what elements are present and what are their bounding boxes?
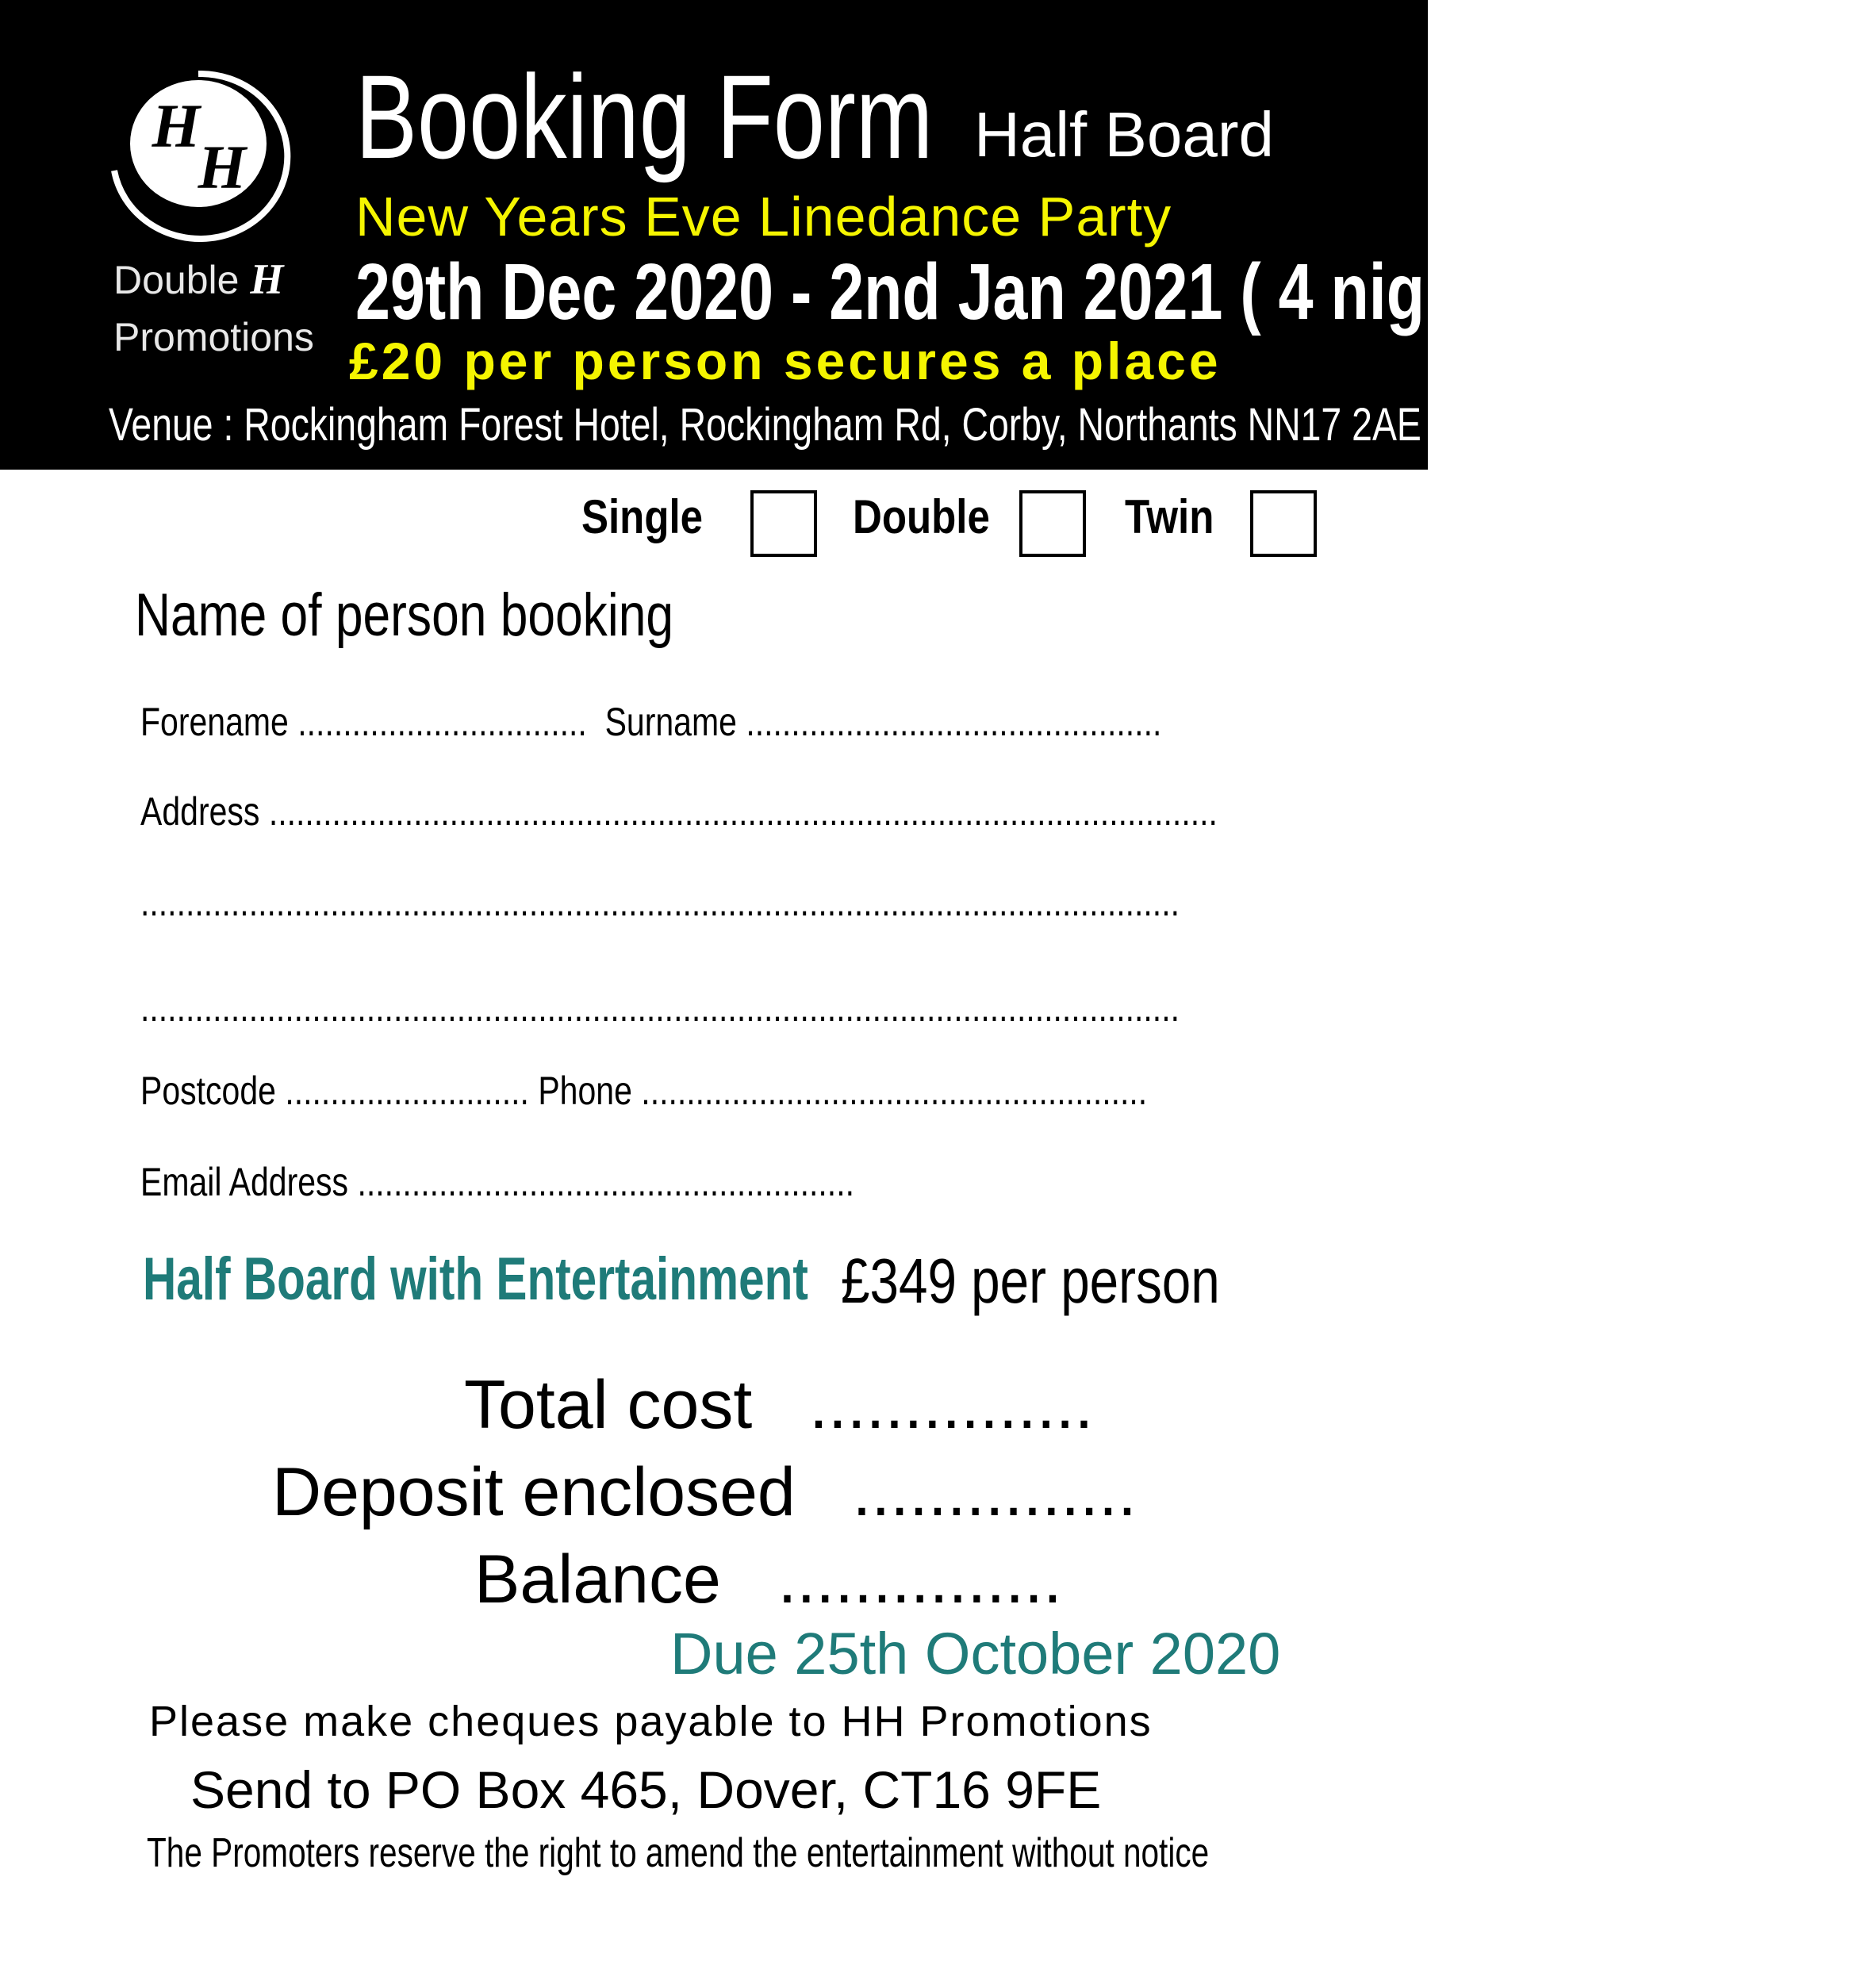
postcode-row [140, 1071, 1368, 1111]
total-cost-row [464, 1367, 1094, 1443]
room-single-label [581, 490, 724, 543]
address-field[interactable]: ......................................................................................................... [268, 789, 1218, 834]
surname-field[interactable]: .............................................. [746, 700, 1162, 744]
address-label: Address [140, 789, 260, 834]
email-field[interactable]: ....................................................... [357, 1160, 854, 1204]
forename-label: Forename [140, 700, 289, 744]
room-twin-text: Twin [1125, 490, 1214, 543]
package-price [841, 1245, 1303, 1316]
package-price-text: £349 per person [841, 1245, 1220, 1316]
balance-label: Balance [474, 1541, 721, 1618]
address-row [140, 789, 1454, 834]
phone-field[interactable]: ........................................................ [641, 1069, 1148, 1113]
room-twin-label [1125, 490, 1230, 543]
email-label: Email Address [140, 1160, 349, 1204]
deposit-field[interactable]: ............... [852, 1454, 1137, 1530]
forename-row [140, 702, 1386, 742]
forename-field[interactable]: ................................ [297, 700, 587, 744]
send-to-address: Send to PO Box 465, Dover, CT16 9FE [190, 1760, 1102, 1819]
total-cost-label: Total cost [464, 1367, 753, 1443]
venue [109, 399, 1750, 451]
booker-heading [135, 581, 792, 649]
logo-name-line1 [113, 255, 284, 303]
double-checkbox[interactable] [1019, 490, 1086, 557]
cheques-note: Please make cheques payable to HH Promotions [149, 1698, 1153, 1745]
deposit-note: £20 per person secures a place [349, 332, 1222, 390]
address-line2-row [140, 882, 1408, 922]
balance-field[interactable]: ............... [777, 1541, 1062, 1618]
logo-word-double: Double [113, 258, 240, 302]
logo-monogram-left: H [152, 91, 201, 160]
room-double-text: Double [853, 490, 990, 543]
event-name: New Years Eve Linedance Party [355, 186, 1172, 248]
balance-row [474, 1541, 1062, 1618]
twin-checkbox[interactable] [1250, 490, 1317, 557]
postcode-field[interactable]: ........................... [285, 1069, 529, 1113]
surname-label: Surname [604, 700, 737, 744]
deposit-label: Deposit enclosed [272, 1454, 796, 1530]
address-line3-row [140, 985, 1408, 1030]
phone-label: Phone [538, 1069, 632, 1113]
venue-text: Venue : Rockingham Forest Hotel, Rockingham Rd, Corby, Northants NN17 2AE [109, 399, 1421, 451]
room-double-label [853, 490, 1014, 543]
event-dates [355, 248, 1876, 336]
package-name-text: Half Board with Entertainment [143, 1245, 808, 1313]
board-type: Half Board [974, 99, 1274, 170]
disclaimer-text: The Promoters reserve the right to amend the entertainment without notice [147, 1830, 1210, 1876]
email-row [140, 1162, 1011, 1202]
logo-name-line2: Promotions [113, 315, 314, 359]
logo-h-glyph: H [250, 255, 284, 303]
hh-logo [103, 67, 293, 242]
deposit-row [272, 1454, 1137, 1530]
event-dates-text: 29th Dec 2020 - 2nd Jan 2021 ( 4 nights ) [355, 248, 1557, 336]
address-line2-field[interactable]: ................................................................................................................... [140, 880, 1180, 924]
postcode-label: Postcode [140, 1069, 276, 1113]
single-checkbox[interactable] [750, 490, 817, 557]
booker-heading-text: Name of person booking [135, 581, 674, 649]
room-single-text: Single [581, 490, 704, 543]
balance-due-date: Due 25th October 2020 [670, 1621, 1281, 1687]
address-line3-field[interactable]: ................................................................................................................... [140, 985, 1180, 1030]
page-title-text: Booking Form [355, 50, 934, 183]
disclaimer [147, 1830, 1509, 1876]
logo-monogram-right: H [198, 132, 247, 201]
total-cost-field[interactable]: ............... [808, 1367, 1094, 1443]
